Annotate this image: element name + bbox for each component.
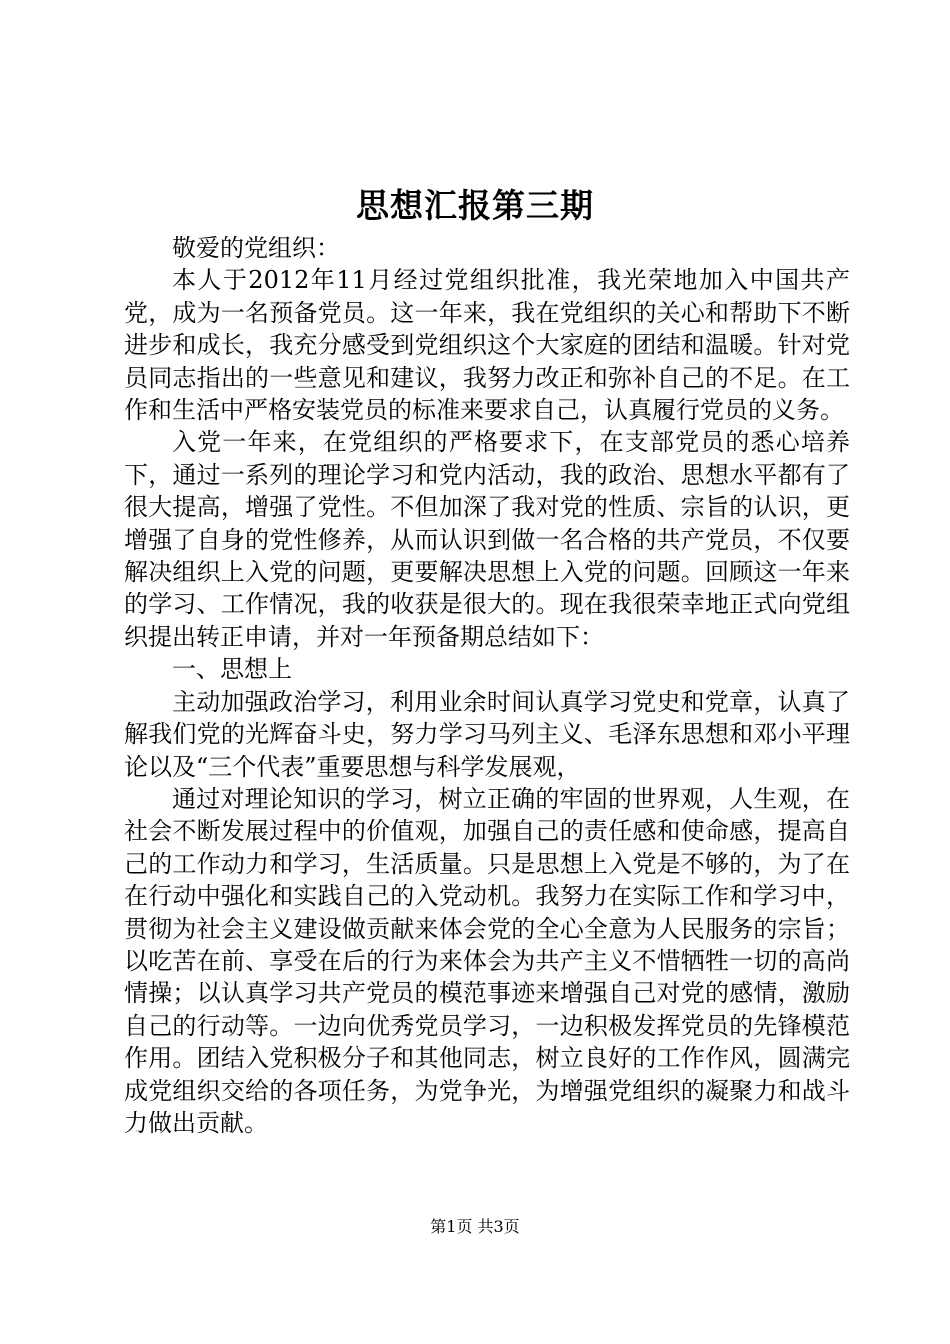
paragraph: 通过对理论知识的学习，树立正确的牢固的世界观，人生观，在社会不断发展过程中的价值观，加强自己的责任感和使命感，提高自己的工作动力和学习，生活质量。只是思想上入党是不够的，为了在在行动中强化和实践自己的入党动机。我努力在实际工作和学习中，贯彻为社会主义建设做贡献来体会党的全心全意为人民服务的宗旨；以吃苦在前、享受在后的行为来体会为共产主义不惜牺牲一切的高尚情操；以认真学习共产党员的模范事迹来增强自己对党的感情，激励自己的行动等。一边向优秀党员学习，一边积极发挥党员的先锋模范作用。团结入党积极分子和其他同志，树立良好的工作作风，圆满完成党组织交给的各项任务，为党争光，为增强党组织的凝聚力和战斗力做出贡献。 <box>124 784 850 1137</box>
paragraph: 主动加强政治学习，利用业余时间认真学习党史和党章，认真了解我们党的光辉奋斗史，努力学习马列主义、毛泽东思想和邓小平理论以及“三个代表”重要思想与科学发展观， <box>124 687 850 781</box>
salutation: 敬爱的党组织： <box>172 234 340 262</box>
paragraph: 本人于2012年11月经过党组织批准，我光荣地加入中国共产党，成为一名预备党员。这一年来，我在党组织的关心和帮助下不断进步和成长，我充分感受到党组织这个大家庭的团结和温暖。针对党员同志指出的一些意见和建议，我努力改正和弥补自己的不足。在工作和生活中严格安装党员的标准来要求自己，认真履行党员的义务。 <box>124 266 850 425</box>
document-title: 思想汇报第三期 <box>356 186 594 225</box>
page-footer: 第1页 共3页 <box>430 1217 520 1236</box>
section-heading: 一、思想上 <box>172 655 292 684</box>
document-body <box>124 232 850 1139</box>
paragraph: 入党一年来，在党组织的严格要求下，在支部党员的悉心培养下，通过一系列的理论学习和党内活动，我的政治、思想水平都有了很大提高，增强了党性。不但加深了我对党的性质、宗旨的认识，更增强了自身的党性修养，从而认识到做一名合格的共产党员，不仅要解决组织上入党的问题，更要解决思想上入党的问题。回顾这一年来的学习、工作情况，我的收获是很大的。现在我很荣幸地正式向党组织提出转正申请，并对一年预备期总结如下： <box>124 428 850 651</box>
